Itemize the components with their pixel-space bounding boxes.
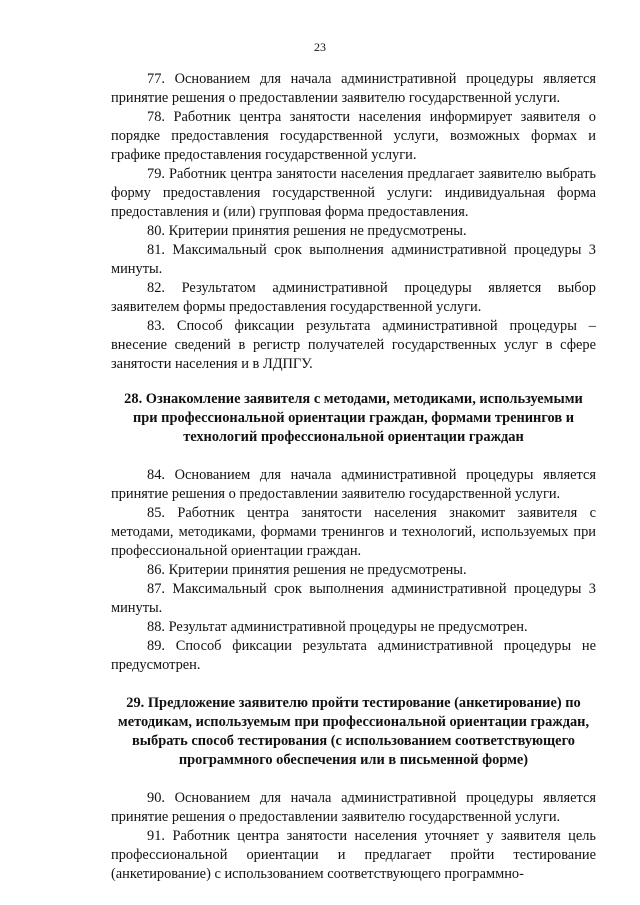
paragraph-90: 90. Основанием для начала административной процедуры является принятие решения о предоставлении заявителю государственной услуги. <box>111 790 596 825</box>
paragraph-79: 79. Работник центра занятости населения предлагает заявителю выбрать форму предоставления государственной услуги: индивидуальная форма предоставления и (или) групповая форма предоставления. <box>111 166 596 220</box>
document-body <box>111 70 596 884</box>
page-number: 23 <box>314 40 326 54</box>
paragraph-89: 89. Способ фиксации результата административной процедуры не предусмотрен. <box>111 638 596 673</box>
paragraph-77: 77. Основанием для начала административной процедуры является принятие решения о предоставлении заявителю государственной услуги. <box>111 71 596 106</box>
paragraph-80: 80. Критерии принятия решения не предусмотрены. <box>147 223 467 239</box>
paragraph-82: 82. Результатом административной процедуры является выбор заявителем формы предоставления государственной услуги. <box>111 280 596 315</box>
section-heading-29: 29. Предложение заявителю пройти тестирование (анкетирование) по методикам, используемым при профессиональной ориентации граждан, выбрать способ тестирования (с использованием соответствующего программного обеспечения или в письменной форме) <box>117 695 590 768</box>
paragraph-87: 87. Максимальный срок выполнения административной процедуры 3 минуты. <box>111 581 596 616</box>
paragraph-85: 85. Работник центра занятости населения знакомит заявителя с методами, методиками, формами тренингов и технологий, используемых при профессиональной ориентации граждан. <box>111 505 596 559</box>
paragraph-88: 88. Результат административной процедуры не предусмотрен. <box>147 619 528 635</box>
paragraph-86: 86. Критерии принятия решения не предусмотрены. <box>147 562 467 578</box>
paragraph-84: 84. Основанием для начала административной процедуры является принятие решения о предоставлении заявителю государственной услуги. <box>111 467 596 502</box>
paragraph-83: 83. Способ фиксации результата административной процедуры – внесение сведений в регистр получателей государственных услуг в сфере занятости населения и в ЛДПГУ. <box>111 318 596 372</box>
section-heading-28: 28. Ознакомление заявителя с методами, методиками, используемыми при профессиональной ориентации граждан, формами тренингов и технологий профессиональной ориентации граждан <box>124 391 583 445</box>
paragraph-81: 81. Максимальный срок выполнения административной процедуры 3 минуты. <box>111 242 596 277</box>
paragraph-91: 91. Работник центра занятости населения уточняет у заявителя цель профессиональной ориентации и предлагает пройти тестирование (анкетирование) с использованием соответствующего программно- <box>111 828 596 882</box>
paragraph-78: 78. Работник центра занятости населения информирует заявителя о порядке предоставления государственной услуги, возможных формах и графике предоставления государственной услуги. <box>111 109 596 163</box>
